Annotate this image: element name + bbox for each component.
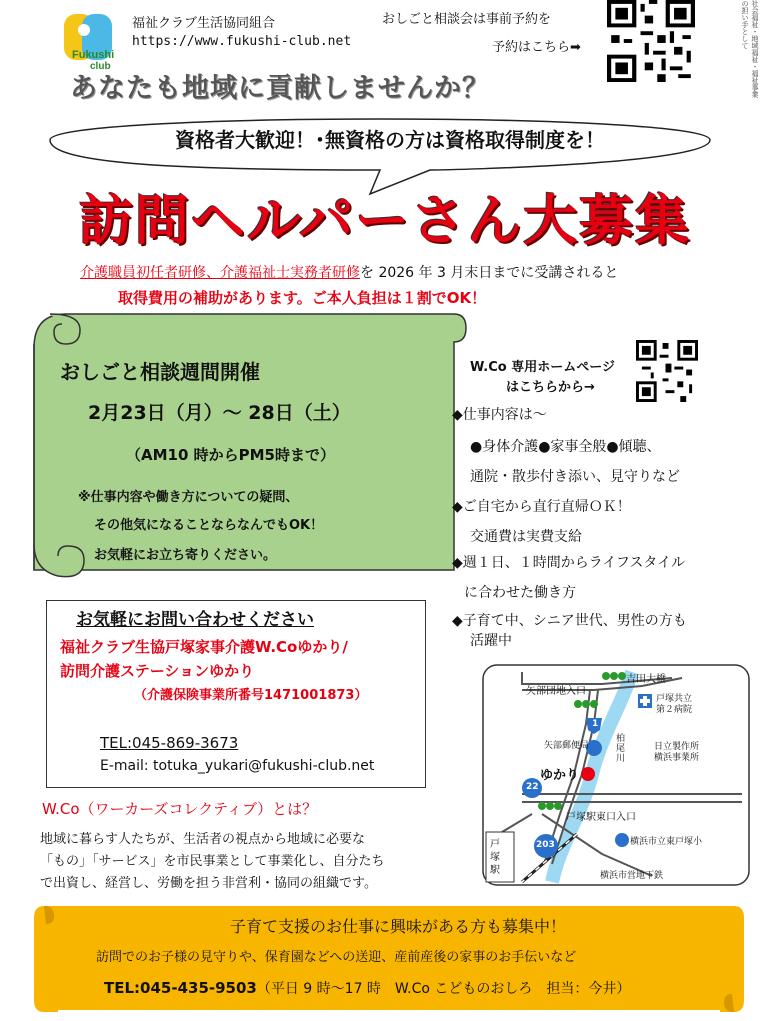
svg-text:Fukushi: Fukushi (72, 49, 115, 61)
wco-title: W.Co（ワーカーズコレクティブ）とは？ (42, 800, 318, 818)
job-info-line: 交通費は実費支給 (470, 529, 582, 545)
consult-week-title: おしごと相談週間開催 (60, 360, 260, 384)
map-label-hitachi: 日立製作所 横浜事業所 (654, 742, 700, 763)
map-label-route-22: 22 (526, 782, 539, 792)
wco-description-line: で出資し、経営し、労働を担う非営利・協同の組織です。 (40, 876, 377, 891)
subsidy-note: 取得費用の補助があります。ご本人負担は１割でOK！ (118, 289, 487, 307)
access-map (482, 664, 750, 886)
consult-note-1: ※仕事内容や働き方についての疑問、 (78, 490, 299, 505)
contact-registration-number: （介護保険事業所番号1471001873） (134, 688, 368, 703)
consult-note-2: その他気になることならなんでもOK！ (94, 518, 324, 533)
map-label-route-203: 203 (536, 840, 555, 850)
wco-description-line: 「もの」「サービス」を市民事業として事業化し、自分たち (40, 854, 385, 869)
homepage-label: W.Co 専用ホームページ (470, 360, 615, 375)
map-label-totsuka-east: 戸塚駅東口入口 (566, 812, 636, 823)
map-label-route-1: 1 (592, 719, 599, 729)
contact-station-name: 訪問介護ステーションゆかり (60, 662, 255, 680)
consult-note-3: お気軽にお立ち寄りください。 (94, 548, 277, 563)
banner-phone-note: （平日 9 時～17 時 W.Co こどものおしろ 担当：今井） (256, 981, 631, 997)
map-label-yukari: ゆかり (540, 768, 580, 783)
org-url-link[interactable]: https://www.fukushi-club.net (132, 34, 352, 49)
main-title: 訪問ヘルパーさん大募集 (78, 189, 692, 252)
map-label-hospital: 戸塚共立 第２病院 (656, 694, 693, 715)
map-label-subway: 横浜市営地下鉄 (600, 871, 664, 881)
job-info-line: ◆子育て中、シニア世代、男性の方も (452, 613, 687, 629)
job-info-line: ◆ご自宅から直行直帰ＯＫ！ (452, 499, 631, 515)
homepage-qr-code[interactable] (636, 340, 698, 402)
contact-email-link[interactable]: E-mail: totuka_yukari@fukushi-club.net (100, 758, 375, 774)
homepage-arrow-label: はこちらから→ (506, 380, 595, 395)
bubble-text: 資格者大歓迎！･無資格の方は資格取得制度を！ (175, 128, 605, 152)
job-info-line: ●身体介護●家事全般●傾聴、 (470, 439, 661, 455)
map-label-kashio-river: 柏尾川 (616, 734, 626, 764)
banner-description: 訪問でのお子様の見守りや、保育園などへの送迎、産前産後の家事のお手伝いなど (96, 950, 577, 965)
map-label-yabe-entrance: 矢部団地入口 (526, 686, 586, 697)
reserve-here-link[interactable]: 予約はこちら➡ (492, 40, 581, 55)
banner-fold-left (34, 900, 58, 1018)
consult-reservation-note: おしごと相談会は事前予約を (382, 12, 552, 27)
svg-text:club: club (90, 61, 111, 72)
consult-week-dates: 2月23日（月）～ 28日（土） (88, 402, 351, 424)
job-info-line: 活躍中 (470, 633, 512, 649)
job-info-line: に合わせた働き方 (464, 585, 576, 601)
map-label-yoshida-bridge: 吉田大橋 (626, 674, 666, 685)
contact-org-name: 福祉クラブ生協戸塚家事介護W.Coゆかり/ (60, 638, 348, 656)
consult-week-hours: （AM10 時からPM5時まで） (126, 446, 335, 464)
map-label-school: 横浜市立東戸塚小 (630, 837, 703, 847)
training-courses: 介護職員初任者研修、介護福祉士実務者研修 (80, 265, 360, 281)
training-courses-line (80, 262, 760, 282)
job-info-line: ◆週１日、１時間からライフスタイル (452, 555, 686, 571)
job-info-line: ◆仕事内容は～ (452, 407, 547, 423)
job-info-line: 通院・散歩付き添い、見守りなど (470, 469, 680, 485)
map-label-totsuka-station: 戸塚駅 (490, 839, 500, 876)
banner-fold-right (720, 900, 744, 1018)
org-name: 福祉クラブ生活協同組合 (132, 16, 276, 31)
contact-title: お気軽にお問い合わせください (76, 610, 314, 630)
fukushi-club-logo (60, 10, 130, 72)
side-vertical-note: 社会福祉・地域福祉・福祉事業の担い手として (741, 0, 759, 98)
headline: あなたも地域に貢献しませんか？ (70, 73, 490, 104)
banner-title: 子育て支援のお仕事に興味がある方も募集中！ (230, 917, 567, 936)
map-label-yabe-post: 矢部郵便局 (544, 741, 590, 751)
training-deadline: を 2026 年 3 月末日までに受講されると (360, 265, 619, 281)
wco-description-line: 地域に暮らす人たちが、生活者の視点から地域に必要な (40, 832, 366, 847)
banner-contact (104, 978, 630, 998)
contact-phone-link[interactable]: TEL:045-869-3673 (100, 734, 239, 752)
banner-phone-link[interactable]: TEL:045-435-9503 (104, 979, 257, 997)
